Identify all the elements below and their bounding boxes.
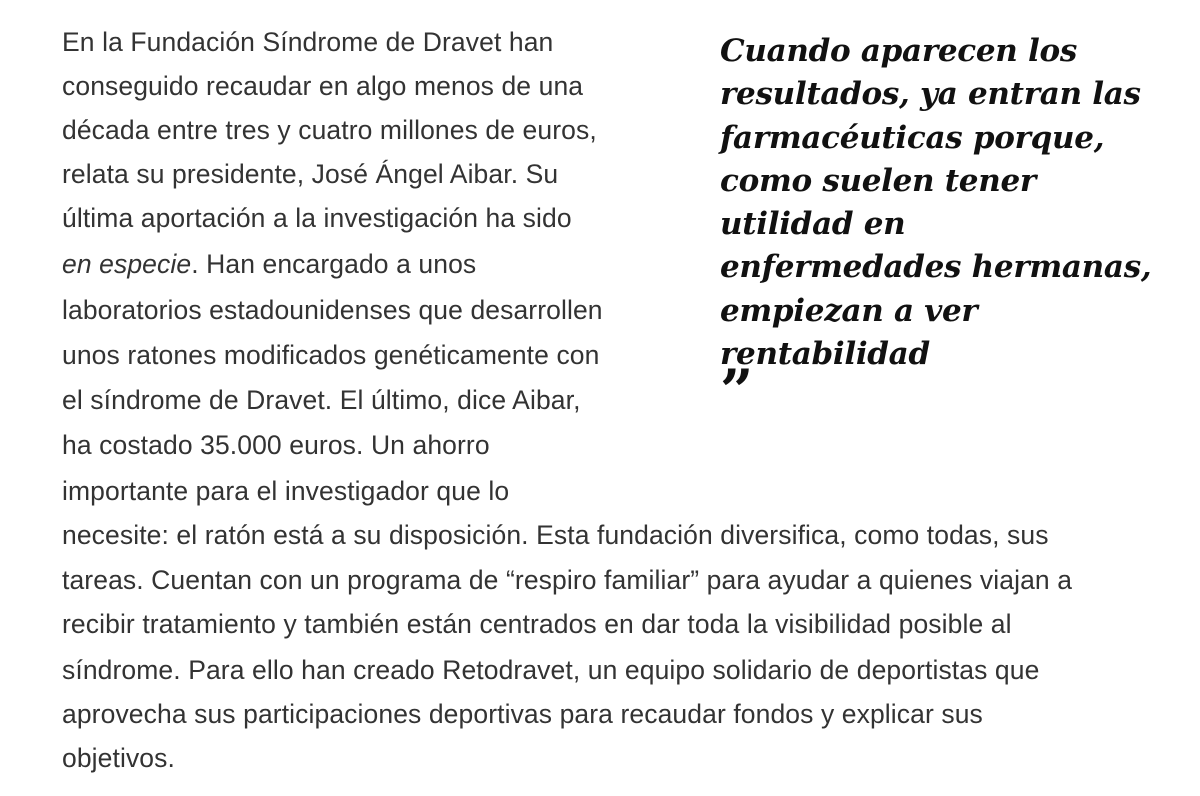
body-italic-phrase: en especie xyxy=(62,249,192,279)
pull-quote xyxy=(720,30,1180,376)
pull-quote-line: resultados, ya entran las xyxy=(720,76,1141,113)
body-line: síndrome. Para ello han creado Retodravet, un equipo solidario de deportistas que xyxy=(62,655,1040,685)
body-line: conseguido recaudar en algo menos de una xyxy=(62,71,584,101)
body-line: En la Fundación Síndrome de Dravet han xyxy=(62,27,554,57)
body-line: relata su presidente, José Ángel Aibar. Su xyxy=(62,159,559,189)
body-line: ha costado 35.000 euros. Un ahorro xyxy=(62,430,490,460)
body-line: tareas. Cuentan con un programa de “respiro familiar” para ayudar a quienes viajan a xyxy=(62,565,1073,595)
pull-quote-line: utilidad en xyxy=(720,206,906,243)
body-line-mixed xyxy=(62,249,476,279)
body-line-rest: . Han encargado a unos xyxy=(191,249,477,279)
body-line: objetivos. xyxy=(62,743,175,773)
body-line: laboratorios estadounidenses que desarrollen xyxy=(62,295,603,325)
body-line: el síndrome de Dravet. El último, dice Aibar, xyxy=(62,385,581,415)
closing-quote-mark-icon: ” xyxy=(720,357,754,425)
pull-quote-line: empiezan a ver xyxy=(720,292,978,329)
pull-quote-line: farmacéuticas porque, xyxy=(720,119,1105,156)
pull-quote-line: enfermedades hermanas, xyxy=(720,249,1152,286)
body-line: aprovecha sus participaciones deportivas para recaudar fondos y explicar sus xyxy=(62,699,983,729)
body-line: importante para el investigador que lo xyxy=(62,476,510,506)
pull-quote-line: rentabilidad xyxy=(720,336,930,373)
body-line: última aportación a la investigación ha sido xyxy=(62,203,572,233)
body-line: necesite: el ratón está a su disposición. Esta fundación diversifica, como todas, sus xyxy=(62,520,1049,550)
body-line: década entre tres y cuatro millones de euros, xyxy=(62,115,597,145)
body-line: recibir tratamiento y también están centrados en dar toda la visibilidad posible al xyxy=(62,609,1012,639)
pull-quote-line: Cuando aparecen los xyxy=(720,33,1078,69)
pull-quote-line: como suelen tener xyxy=(720,162,1036,199)
body-line: unos ratones modificados genéticamente con xyxy=(62,340,600,370)
